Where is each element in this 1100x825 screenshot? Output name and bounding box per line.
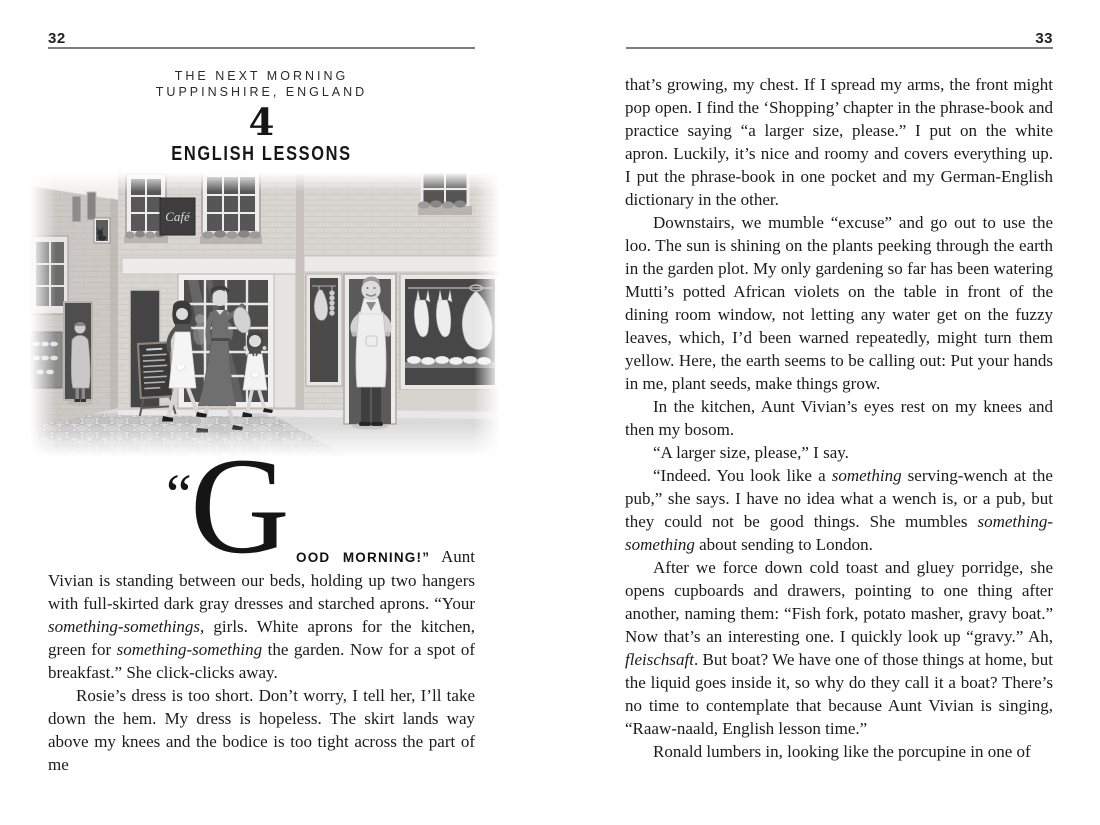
butcher-shop	[296, 172, 500, 430]
cafe-sign	[160, 198, 195, 235]
drop-cap-letter: G	[190, 429, 290, 582]
paragraph	[625, 740, 1053, 763]
chapter-title: ENGLISH LESSONS	[171, 143, 352, 165]
text-run: “Indeed. You look like a	[653, 466, 832, 485]
chapter-kicker-2: TUPPINSHIRE, ENGLAND	[155, 84, 368, 99]
paragraph	[625, 464, 1053, 556]
paragraph	[625, 395, 1053, 441]
italic-text-run: something	[831, 466, 902, 485]
header-rule-right	[626, 47, 1053, 49]
italic-text-run: something-something	[625, 512, 1053, 554]
page-32-text	[48, 545, 475, 776]
text-run: Rosie’s dress is too short. Don’t worry, I tell her, I’ll take down the hem. My dress is hopeless. The skirt lands way above my knees and the bodice is too tight across the part of me	[48, 686, 475, 774]
text-run: In the kitchen, Aunt Vivian’s eyes rest on my knees and then my bosom.	[625, 397, 1053, 439]
cat-window	[94, 218, 110, 243]
text-run: After we force down cold toast and gluey porridge, she opens cupboards and drawers, pointing to one thing after another, naming them: “Fish fork, potato masher, gravy boat.” Now that’s an interesting one. I quickly look up “gravy.” Ah,	[625, 558, 1053, 646]
cafe-pier	[274, 274, 296, 408]
chapter-heading	[48, 69, 475, 166]
text-run: Ronald lumbers in, looking like the porcupine in one of	[653, 742, 1031, 761]
page-number-left: 32	[48, 30, 66, 47]
page-33-text	[625, 73, 1053, 763]
drop-cap-spacer	[48, 545, 296, 568]
italic-text-run: something-somethings,	[48, 617, 205, 636]
text-run: “A larger size, please,” I say.	[653, 443, 849, 462]
chapter-kicker-1: THE NEXT MORNING	[174, 69, 349, 83]
text-run: Aunt Vivian is standing between our beds, holding up two hangers with full-skirted dark gray dresses and starched aprons. “Your	[48, 547, 475, 613]
paragraph	[625, 211, 1053, 395]
italic-text-run: fleischsaft	[625, 650, 694, 669]
butcher-fascia	[304, 256, 500, 272]
text-run: Downstairs, we mumble “excuse” and go out to use the loo. The sun is shining on the plants peeking through the earth in the garden plot. My only gardening so far has been watering Mutti’s potted African violets on the table in front of the dining room window, not letting any water get on the fuzzy leaves, which, I’d been warned repeatedly, might turn them yellow. Here, the earth seems to be calling out: Put your hands in me, plant seeds, make things grow.	[625, 213, 1053, 393]
text-run: that’s growing, my chest. If I spread my arms, the front might pop open. I find the ‘Shopping’ chapter in the phrase-book and practice saying “a larger size, please.” I put on the white apron. Luckily, it’s nice and roomy and covers everything up. I put the phrase-book in one pocket and my German-English dictionary in the other.	[625, 75, 1053, 209]
text-run: . But boat? We have one of those things at home, but the liquid goes inside it, so why do they call it a boat? There’s no time to contemplate that because Aunt Vivian is singing, “Raaw-naald, English lesson time.”	[625, 650, 1053, 738]
header-rule-left	[48, 47, 475, 49]
cafe-fascia	[122, 258, 296, 274]
page-32-paragraphs	[48, 684, 475, 776]
text-run: the garden. Now for a spot of breakfast.” She click-clicks away.	[48, 640, 475, 682]
text-run: girls. White aprons for the kitchen, green for	[48, 617, 475, 659]
hanging-meats-left	[306, 274, 342, 386]
text-run: serving-wench at the pub,” she says. I have no idea what a wench is, or a pub, but they could not be good things. She mumbles	[625, 466, 1053, 531]
italic-text-run: something-something	[116, 640, 263, 659]
paragraph	[625, 73, 1053, 211]
opening-paragraph	[48, 545, 475, 684]
chapter-illustration	[30, 172, 500, 457]
page-number-right: 33	[1035, 30, 1053, 47]
chapter-number: 4	[248, 100, 275, 144]
paragraph	[625, 441, 1053, 464]
paragraph	[625, 556, 1053, 740]
text-run: about sending to London.	[694, 535, 873, 554]
drop-cap-quote: “	[166, 462, 192, 527]
paragraph	[48, 684, 475, 776]
lead-in-caps: OOD MORNING!”	[296, 550, 431, 565]
cafe-sign-text: Café	[165, 209, 190, 224]
